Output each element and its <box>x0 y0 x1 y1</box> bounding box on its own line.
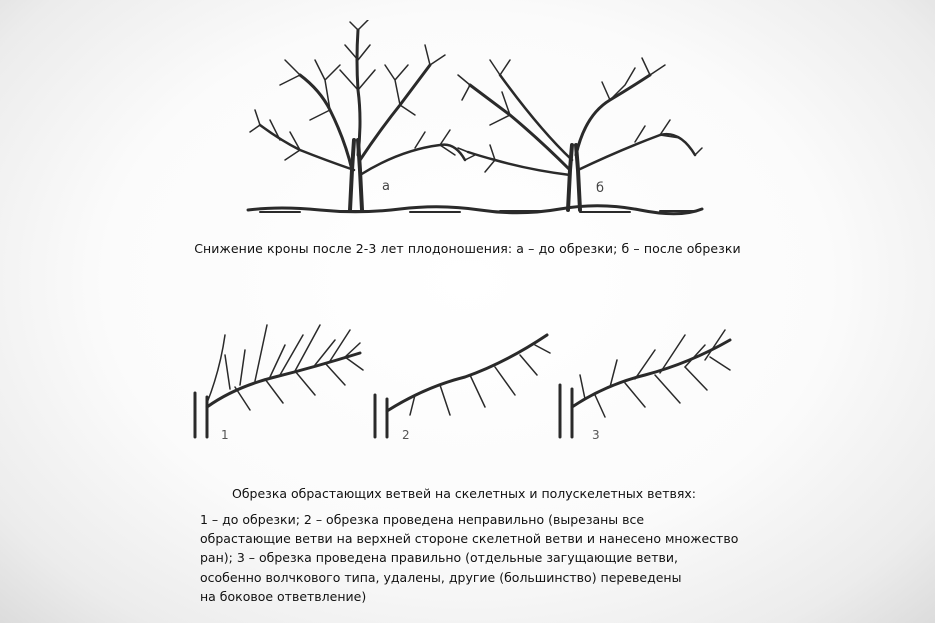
legend-line: на боковое ответвление) <box>200 588 367 604</box>
branch-3 <box>560 330 730 437</box>
branch-2-label: 2 <box>402 428 410 442</box>
bottom-caption-heading: Обрезка обрастающих ветвей на скелетных и полускелетных ветвях: <box>232 486 696 501</box>
tree-comparison-figure <box>240 20 710 220</box>
branch-3-label: 3 <box>592 428 600 442</box>
branch-1-label: 1 <box>221 428 229 442</box>
ground-line <box>248 206 702 214</box>
tree-a-label: а <box>382 179 390 194</box>
legend-line: особенно волчкового типа, удалены, другие (большинство) переведены <box>200 569 682 585</box>
bottom-caption-legend <box>200 510 780 606</box>
branch-pruning-figure <box>185 315 745 445</box>
legend-line: 1 – до обрезки; 2 – обрезка проведена неправильно (вырезаны все <box>200 512 645 527</box>
top-caption: Снижение кроны после 2-3 лет плодоношения: а – до обрезки; б – после обрезки <box>194 241 741 256</box>
tree-a <box>250 20 475 210</box>
legend-line: ран); 3 – обрезка проведена правильно (отдельные загущающие ветви, <box>200 550 678 566</box>
tree-b <box>458 58 702 210</box>
branch-2 <box>375 335 550 437</box>
legend-line: обрастающие ветви на верхней стороне скелетной ветви и нанесено множество <box>200 531 739 547</box>
branch-1 <box>195 325 363 437</box>
tree-b-label: б <box>596 181 605 196</box>
